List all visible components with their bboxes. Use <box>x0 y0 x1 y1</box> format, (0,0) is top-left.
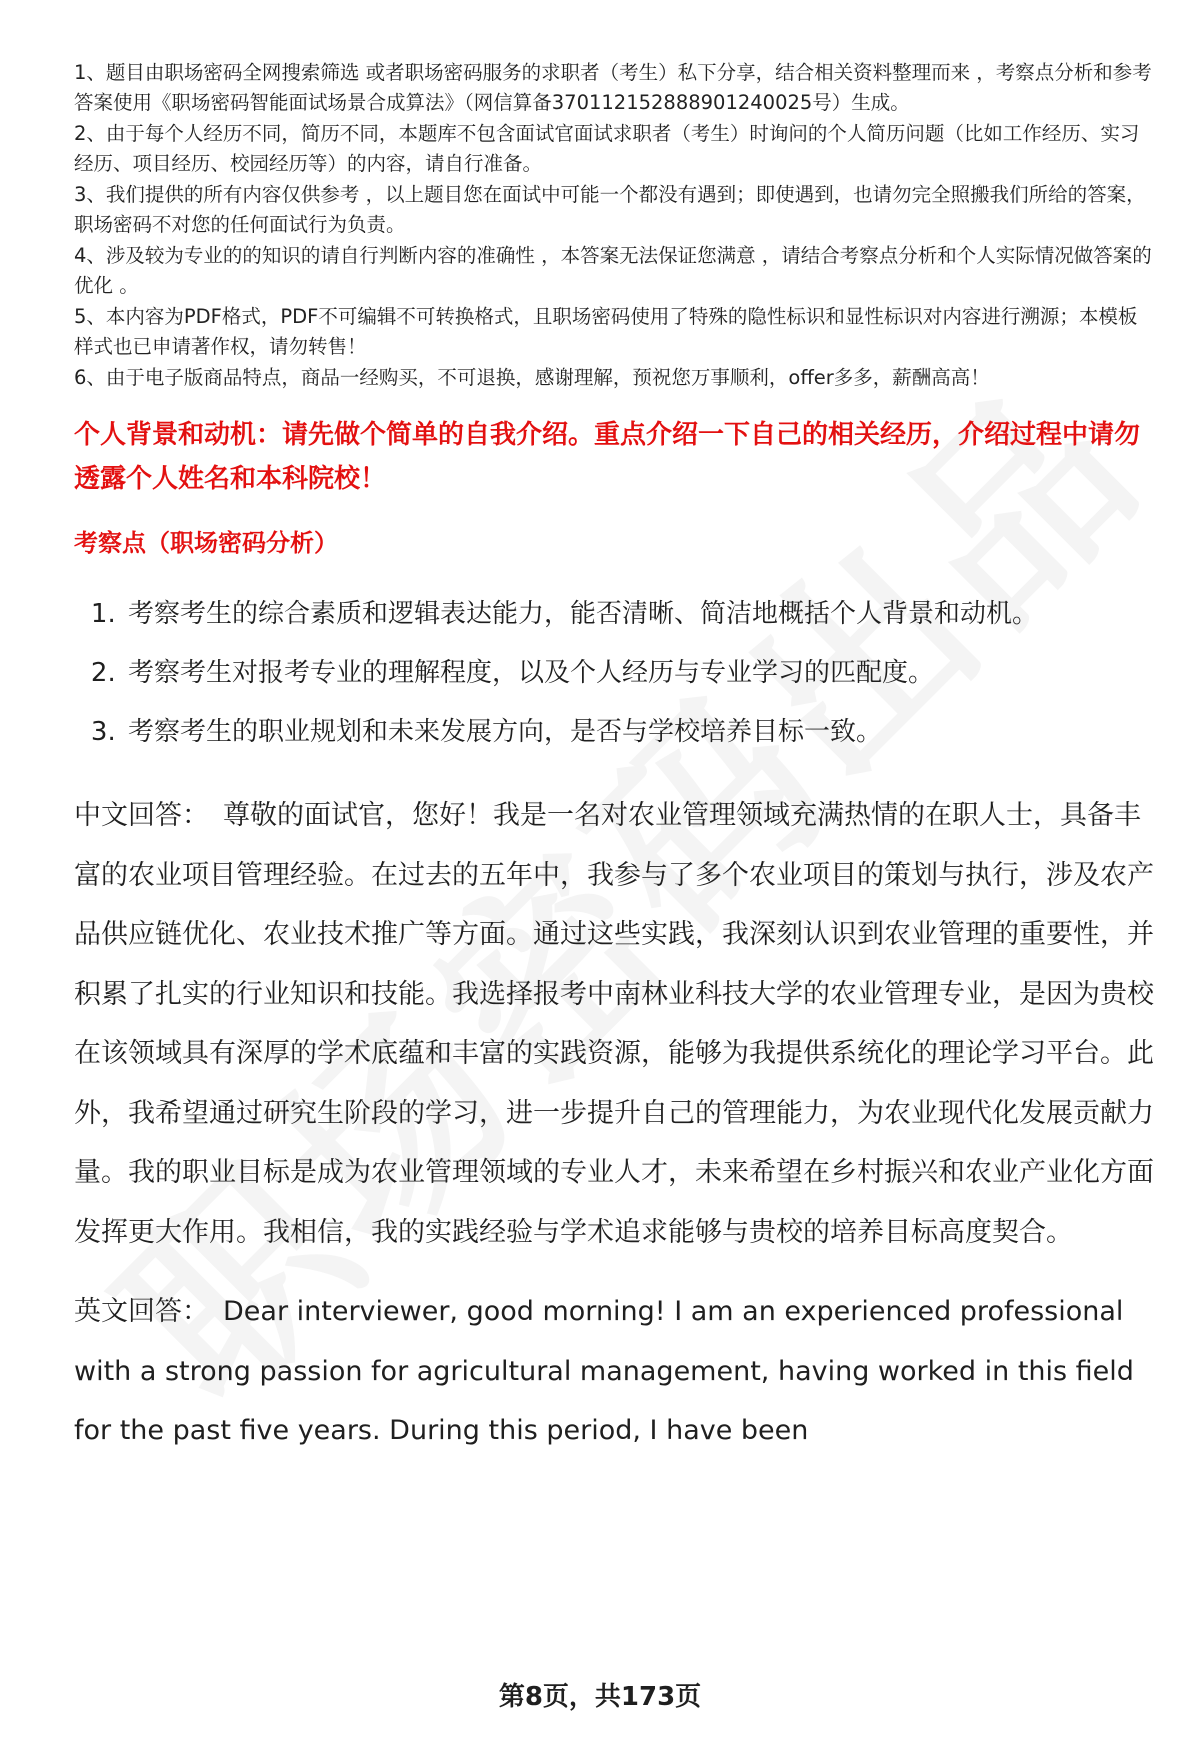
notice-block <box>74 58 1154 393</box>
page-number: 第8页，共173页 <box>498 1682 702 1712</box>
notice-item: 2、由于每个人经历不同，简历不同，本题库不包含面试官面试求职者（考生）时询问的个人简历问题（比如工作经历、实习经历、项目经历、校园经历等）的内容，请自行准备。 <box>74 122 1140 175</box>
notice-item: 3、我们提供的所有内容仅供参考 ，以上题目您在面试中可能一个都没有遇到；即使遇到，也请勿完全照搬我们所给的答案，职场密码不对您的任何面试行为负责。 <box>74 183 1146 236</box>
notice-item: 6、由于电子版商品特点，商品一经购买，不可退换，感谢理解，预祝您万事顺利，offer多多，薪酬高高！ <box>74 366 990 389</box>
notice-item: 1、题目由职场密码全网搜索筛选 或者职场密码服务的求职者（考生）私下分享，结合相关资料整理而来 ，考察点分析和参考答案使用《职场密码智能面试场景合成算法》（网信算备370112152888901240025号）生成。 <box>74 61 1152 114</box>
notice-item: 4、涉及较为专业的的知识的请自行判断内容的准确性 ，本答案无法保证您满意 ，请结合考察点分析和个人实际情况做答案的优化 。 <box>74 244 1152 297</box>
list-item: 1. 考察考生的综合素质和逻辑表达能力，能否清晰、简洁地概括个人背景和动机。 <box>124 585 1154 644</box>
english-answer <box>74 1282 1154 1461</box>
chinese-answer-label: 中文回答： <box>74 800 209 831</box>
assessment-points <box>74 585 1154 762</box>
english-answer-text: Dear interviewer, good morning! I am an experienced professional with a strong passion for agricultural management, having worked in this field for the past five years. During this period, I have been <box>74 1296 1134 1446</box>
page-content <box>74 58 1154 1461</box>
section-title: 考察点（职场密码分析） <box>74 529 338 557</box>
english-answer-label: 英文回答： <box>74 1296 209 1327</box>
chinese-answer <box>74 786 1154 1262</box>
list-item: 3. 考察考生的职业规划和未来发展方向，是否与学校培养目标一致。 <box>124 703 1154 762</box>
question-title: 个人背景和动机：请先做个简单的自我介绍。重点介绍一下自己的相关经历，介绍过程中请勿透露个人姓名和本科院校！ <box>74 420 1141 494</box>
list-item: 2. 考察考生对报考专业的理解程度，以及个人经历与专业学习的匹配度。 <box>124 644 1154 703</box>
chinese-answer-text: 尊敬的面试官，您好！我是一名对农业管理领域充满热情的在职人士，具备丰富的农业项目管理经验。在过去的五年中，我参与了多个农业项目的策划与执行，涉及农产品供应链优化、农业技术推广等方面。通过这些实践，我深刻认识到农业管理的重要性，并积累了扎实的行业知识和技能。我选择报考中南林业科技大学的农业管理专业，是因为贵校在该领域具有深厚的学术底蕴和丰富的实践资源，能够为我提供系统化的理论学习平台。此外，我希望通过研究生阶段的学习，进一步提升自己的管理能力，为农业现代化发展贡献力量。我的职业目标是成为农业管理领域的专业人才，未来希望在乡村振兴和农业产业化方面发挥更大作用。我相信，我的实践经验与学术追求能够与贵校的培养目标高度契合。 <box>74 800 1154 1248</box>
notice-item: 5、本内容为PDF格式，PDF不可编辑不可转换格式，且职场密码使用了特殊的隐性标识和显性标识对内容进行溯源；本模板样式也已申请著作权，请勿转售！ <box>74 305 1138 358</box>
